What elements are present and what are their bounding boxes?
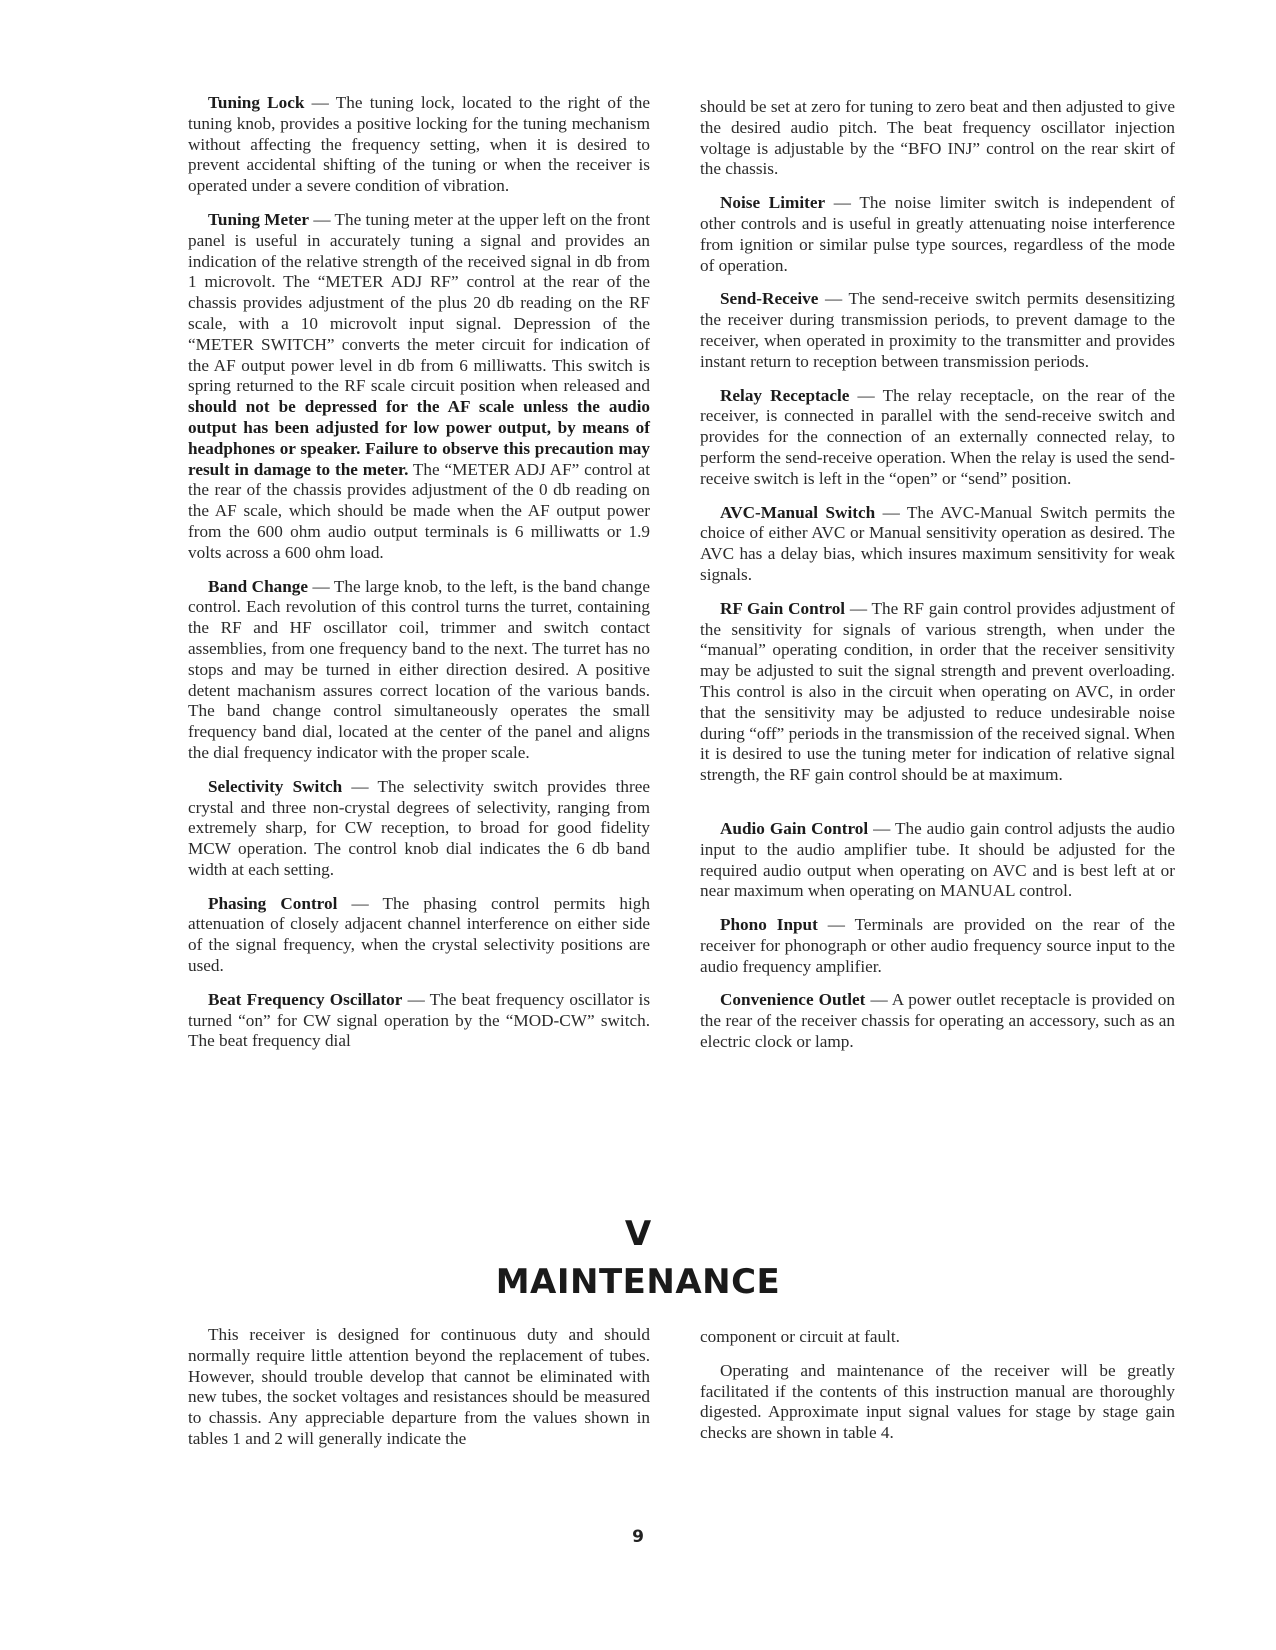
paragraph-tuning-meter — [188, 210, 650, 564]
term-tuning-meter: Tuning Meter — [208, 209, 310, 229]
warning-meter-switch: should not be depressed for the AF scale unless the audio output has been adjusted for low power output, by means of headphones or speaker. Failure to observe this precaution may result in damage to the meter. — [188, 397, 650, 479]
body-phono-input: — Terminals are provided on the rear of the receiver for phonograph or other audio frequency source input to the audio frequency amplifier. — [700, 915, 1175, 976]
section-title: MAINTENANCE — [495, 1262, 781, 1302]
body-rf-gain-control: — The RF gain control provides adjustment of the sensitivity for signals of various strength, when under the “manual” operating condition, in order that the receiver sensitivity may be adjusted to suit the signal strength and prevent overloading. This control is also in the circuit when operating on AVC, in order that the sensitivity may be adjusted to reduce undesirable noise during “off” periods in the transmission of the received signal. When it is desired to use the tuning meter for indication of relative signal strength, the RF gain control should be at maximum. — [700, 598, 1176, 785]
paragraph-maintenance-intro: This receiver is designed for continuous duty and should normally require little attention beyond the replacement of tubes. However, should trouble develop that cannot be eliminated with new tubes, the socket voltages and resistances should be measured to chassis. Any appreciable departure from the values shown in tables 1 and 2 will generally indicate the — [188, 1325, 650, 1448]
body-send-receive: — The send-receive switch permits desensitizing the receiver during transmission periods, to prevent damage to the receiver, when operated in proximity to the transmitter and provides instant return to reception between transmission periods. — [700, 289, 1175, 371]
term-phasing-control: Phasing Control — [208, 893, 338, 913]
term-audio-gain-control: Audio Gain Control — [720, 818, 869, 838]
maintenance-left-column — [188, 1325, 650, 1463]
paragraph-avc-manual-switch — [700, 503, 1175, 586]
body-beat-frequency-oscillator: — The beat frequency oscillator is turned “on” for CW signal operation by the “MOD-CW” switch. The beat frequency dial — [188, 989, 651, 1051]
paragraph-beat-frequency-oscillator — [188, 990, 650, 1052]
paragraph-convenience-outlet — [700, 990, 1175, 1052]
term-beat-frequency-oscillator: Beat Frequency Oscillator — [208, 989, 403, 1009]
body-phasing-control: — The phasing control permits high attenuation of closely adjacent channel interference on either side of the signal frequency, when the crystal selectivity positions are used. — [188, 893, 650, 976]
paragraph-bfo-continued — [700, 97, 1175, 180]
paragraph-selectivity-switch — [188, 777, 650, 881]
controls-left-column — [188, 93, 650, 1065]
body-selectivity-switch: — The selectivity switch provides three crystal and three non-crystal degrees of selectivity, ranging from extremely sharp, for CW reception, to broad for good fidelity MCW operation. The control knob dial indicates the 6 db band width at each setting. — [188, 776, 650, 879]
term-tuning-lock: Tuning Lock — [208, 93, 305, 112]
body-avc-manual-switch: — The AVC-Manual Switch permits the choice of either AVC or Manual sensitivity operation as desired. The AVC has a delay bias, which insures maximum sensitivity for weak signals. — [700, 502, 1175, 584]
term-noise-limiter: Noise Limiter — [720, 193, 826, 213]
paragraph-phono-input — [700, 915, 1175, 977]
term-selectivity-switch: Selectivity Switch — [208, 776, 343, 796]
body-audio-gain-control: — The audio gain control adjusts the audio input to the audio amplifier tube. It should be adjusted for the required audio output when operating on AVC and is best left at or near maximum when operating on MANUAL control. — [700, 818, 1175, 901]
body-tuning-meter-continued: The “METER ADJ AF” control at the rear of the chassis provides adjustment of the 0 db reading on the AF scale, which should be made when the AF output power from the 600 ohm audio output terminals is 6 milliwatts or 1.9 volts across a 600 ohm load. — [188, 459, 651, 562]
term-rf-gain-control: RF Gain Control — [720, 598, 846, 618]
term-relay-receptacle: Relay Receptacle — [720, 385, 850, 405]
paragraph-noise-limiter — [700, 193, 1175, 276]
paragraph-rf-gain-control — [700, 599, 1175, 786]
body-relay-receptacle: — The relay receptacle, on the rear of the receiver, is connected in parallel with the send-receive switch and provides for the connection of an externally connected relay, to perform the send-receive operation. When the relay is used the send-receive switch is left in the “open” or “send” position. — [700, 385, 1175, 488]
paragraph-tuning-lock — [188, 93, 650, 197]
term-phono-input: Phono Input — [720, 915, 818, 935]
paragraph-maintenance-continued: component or circuit at fault. — [700, 1327, 900, 1346]
term-avc-manual-switch: AVC-Manual Switch — [720, 502, 876, 522]
body-bfo-continued: should be set at zero for tuning to zero beat and then adjusted to give the desired audio pitch. The beat frequency oscillator injection voltage is adjustable by the “BFO INJ” control on the rear skirt of the chassis. — [700, 97, 1175, 179]
paragraph-band-change — [188, 577, 650, 764]
paragraph-audio-gain-control — [700, 819, 1175, 902]
paragraph-send-receive — [700, 289, 1175, 372]
body-tuning-meter: — The tuning meter at the upper left on the front panel is useful in accurately tuning a signal and provides an indication of the relative strength of the received signal in db from 1 microvolt. The “METER ADJ RF” control at the rear of the chassis provides adjustment of the plus 20 db reading on the RF scale, with a 10 microvolt input signal. Depression of the “METER SWITCH” converts the meter circuit for indication of the AF output power level in db from 6 milliwatts. This switch is spring returned to the RF scale circuit position when released and — [188, 209, 651, 396]
section-number: V — [624, 1214, 652, 1254]
term-convenience-outlet: Convenience Outlet — [720, 990, 866, 1010]
controls-right-column — [700, 97, 1175, 1066]
paragraph-relay-receptacle — [700, 386, 1175, 490]
body-noise-limiter: — The noise limiter switch is independent of other controls and is useful in greatly attenuating noise interference from ignition or similar pulse type sources, regardless of the mode of operation. — [700, 193, 1175, 275]
term-send-receive: Send-Receive — [720, 289, 819, 309]
body-tuning-lock: — The tuning lock, located to the right of the tuning knob, provides a positive locking for the tuning mechanism without affecting the frequency setting, when it is desired to prevent accidental shifting of the tuning or when the receiver is operated under a severe condition of vibration. — [188, 93, 650, 196]
body-band-change: — The large knob, to the left, is the band change control. Each revolution of this control turns the turret, containing the RF and HF oscillator coil, trimmer and switch contact assemblies, from one frequency band to the next. The turret has no stops and may be turned in either direction desired. A positive detent machanism assures correct location of the various bands. The band change control simultaneously operates the small frequency band dial, located at the center of the panel and aligns the dial frequency indicator with the proper scale. — [188, 576, 650, 762]
maintenance-right-column — [700, 1327, 1175, 1457]
paragraph-phasing-control — [188, 894, 650, 977]
page-number: 9 — [632, 1527, 644, 1547]
paragraph-maintenance-manual: Operating and maintenance of the receiver will be greatly facilitated if the contents of this instruction manual are thoroughly digested. Approximate input signal values for stage by stage gain checks are shown in table 4. — [700, 1360, 1175, 1443]
body-convenience-outlet: — A power outlet receptacle is provided on the rear of the receiver chassis for operating an accessory, such as an electric clock or lamp. — [700, 990, 1175, 1052]
spacer — [700, 799, 1175, 819]
term-band-change: Band Change — [208, 576, 309, 596]
